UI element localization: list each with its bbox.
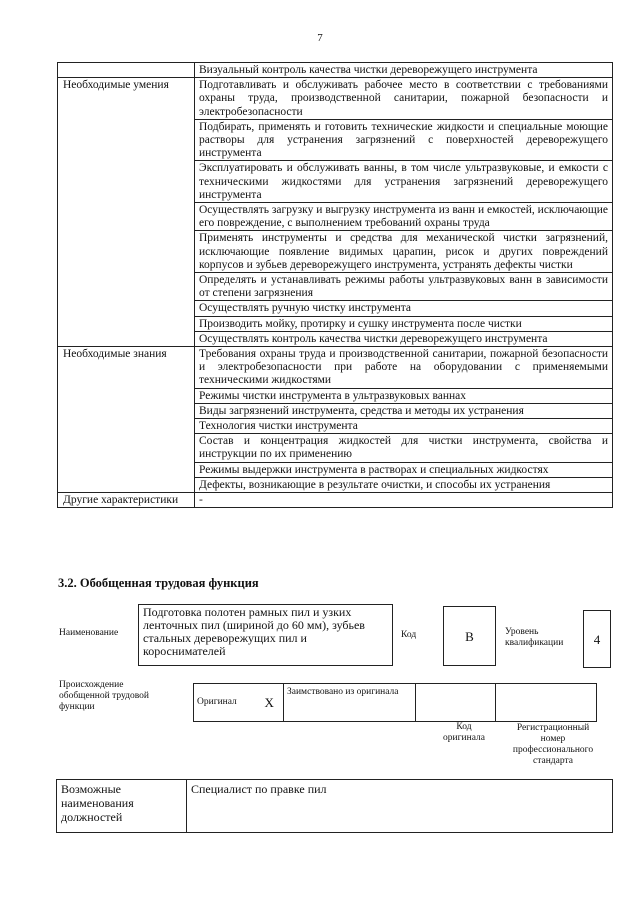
code-label: Код [401, 630, 417, 640]
knowledge-item: Режимы чистки инструмента в ультразвуковых ваннах [195, 388, 613, 403]
positions-label: Возможные наименования должностей [57, 780, 187, 833]
code-original-cell [416, 684, 496, 722]
top-item: Визуальный контроль качества чистки дереворежущего инструмента [195, 63, 613, 78]
code-original-caption: Код оригинала [443, 722, 485, 743]
table-row [58, 78, 613, 120]
origin-label: Происхождение обобщенной трудовой функции [59, 680, 149, 712]
skill-item: Осуществлять загрузку и выгрузку инструмента из ванн и емкостей, исключающие его повреждение, с выполнением требований охраны труда [195, 203, 613, 231]
positions-value: Специалист по правке пил [187, 780, 613, 833]
skill-item: Подбирать, применять и готовить технические жидкости и специальные моющие растворы для устранения загрязнений с поверхностей дереворежущего инструмента [195, 119, 613, 161]
skill-item: Эксплуатировать и обслуживать ванны, в том числе ультразвуковые, и емкости с техническими жидкостями для устранения загрязнений дереворежущего инструмента [195, 161, 613, 203]
borrowed-label: Заимствовано из оригинала [284, 684, 416, 722]
other-value: - [195, 493, 613, 508]
level-value: 4 [583, 610, 611, 668]
knowledge-item: Виды загрязнений инструмента, средства и методы их устранения [195, 403, 613, 418]
skill-item: Осуществлять контроль качества чистки дереворежущего инструмента [195, 331, 613, 346]
name-label: Наименование [59, 628, 119, 638]
skill-item: Определять и устанавливать режимы работы ультразвуковых ванн в зависимости от степени загрязнения [195, 273, 613, 301]
other-label: Другие характеристики [58, 493, 195, 508]
skill-item: Осуществлять ручную чистку инструмента [195, 301, 613, 316]
origin-table [193, 683, 597, 722]
reg-number-caption: Регистрационный номер профессионального стандарта [512, 723, 594, 766]
skill-item: Производить мойку, протирку и сушку инструмента после чистки [195, 316, 613, 331]
knowledge-item: Дефекты, возникающие в результате очистки, и способы их устранения [195, 477, 613, 492]
knowledge-label: Необходимые знания [58, 347, 195, 493]
skills-label: Необходимые умения [58, 78, 195, 347]
reg-number-cell [496, 684, 597, 722]
knowledge-item: Состав и концентрация жидкостей для чистки инструмента, свойства и инструкции по их применению [195, 434, 613, 462]
original-mark: X [256, 684, 284, 722]
knowledge-item: Требования охраны труда и производственной санитарии, пожарной безопасности и электробезопасности при работе на оборудовании с применяемыми техническими жидкостями [195, 347, 613, 389]
code-value: В [443, 606, 496, 666]
competency-table [57, 62, 613, 508]
knowledge-item: Технология чистки инструмента [195, 419, 613, 434]
table-row [58, 63, 613, 78]
page-number: 7 [317, 32, 323, 44]
knowledge-item: Режимы выдержки инструмента в растворах и специальных жидкостях [195, 462, 613, 477]
original-label: Оригинал [194, 684, 256, 722]
positions-table [56, 779, 613, 833]
section-title: 3.2. Обобщенная трудовая функция [58, 576, 259, 590]
skill-item: Подготавливать и обслуживать рабочее место в соответствии с требованиями охраны труда, производственной санитарии, пожарной безопасности и электробезопасности [195, 78, 613, 120]
skill-item: Применять инструменты и средства для механической чистки загрязнений, исключающие появление видимых царапин, рисок и других повреждений корпусов и зубьев дереворежущего инструмента, устранять дефекты чистки [195, 231, 613, 273]
table-row [58, 493, 613, 508]
level-label: Уровень квалификации [505, 627, 564, 648]
name-value: Подготовка полотен рамных пил и узких ленточных пил (шириной до 60 мм), зубьев стальных дереворежущих пил и короснимателей [138, 604, 393, 666]
table-row [58, 347, 613, 389]
